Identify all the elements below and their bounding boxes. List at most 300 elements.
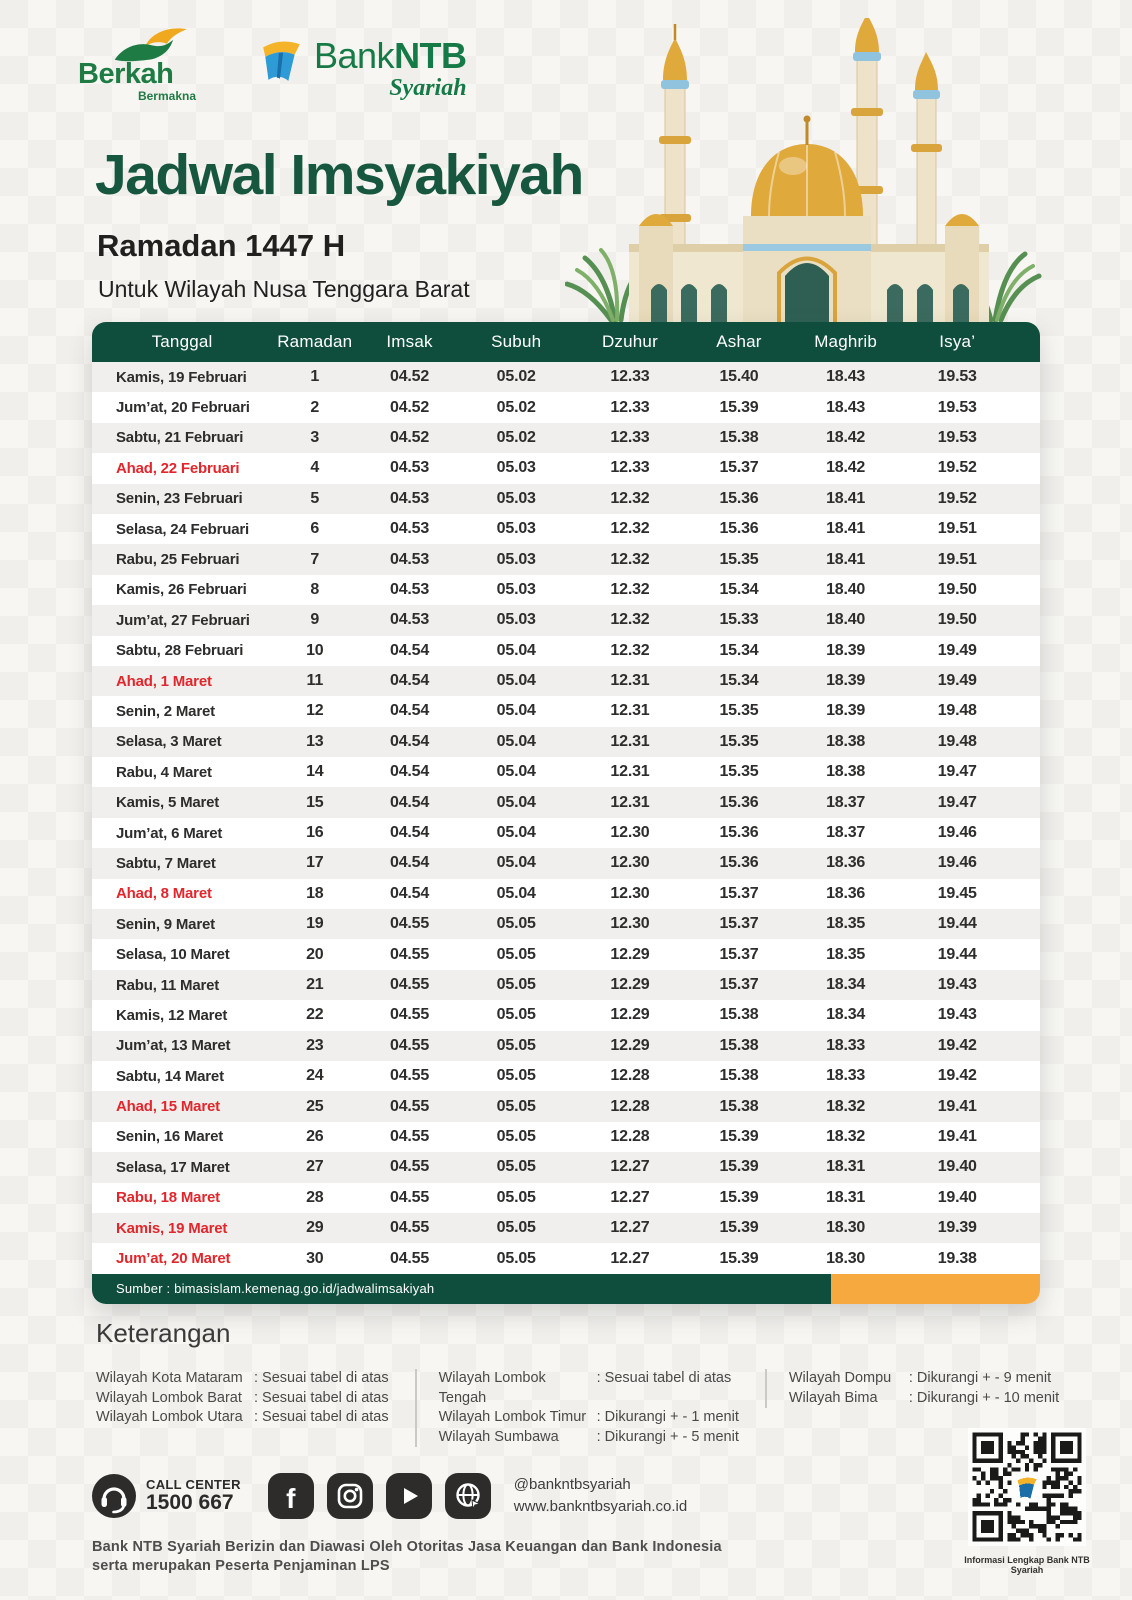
cell-tanggal: Rabu, 4 Maret: [116, 763, 212, 781]
cell-maghrib: 18.39: [826, 672, 866, 690]
cell-isya: 19.53: [937, 428, 977, 446]
cell-ashar: 15.37: [719, 945, 759, 963]
cell-ashar: 15.37: [719, 976, 759, 993]
cell-dzuhur: 12.27: [610, 1249, 650, 1267]
disclaimer-line-2: serta merupakan Peserta Penjaminan LPS: [92, 1558, 390, 1574]
table-row: [92, 1243, 1040, 1273]
cell-ramadan: 29: [306, 1219, 324, 1237]
cell-dzuhur: 12.29: [610, 1036, 650, 1054]
cell-maghrib: 18.30: [826, 1219, 866, 1237]
cell-tanggal: Kamis, 12 Maret: [116, 1006, 228, 1024]
table-row: [92, 392, 1040, 422]
cell-ramadan: 30: [306, 1249, 324, 1267]
cell-isya: 19.48: [937, 702, 977, 720]
cell-tanggal: Jum’at, 6 Maret: [116, 824, 223, 842]
cell-maghrib: 18.43: [826, 368, 866, 386]
table-row: [92, 484, 1040, 514]
table-row: [92, 818, 1040, 848]
cell-ashar: 15.39: [719, 398, 759, 416]
column-header: Ashar: [716, 332, 762, 351]
cell-imsak: 04.55: [390, 1249, 430, 1267]
cell-ashar: 15.39: [719, 1219, 759, 1237]
cell-tanggal: Sabtu, 28 Februari: [116, 642, 244, 660]
cell-dzuhur: 12.33: [610, 368, 650, 386]
table-row: [92, 453, 1040, 483]
table-row: [92, 939, 1040, 969]
cell-isya: 19.49: [937, 672, 977, 690]
keterangan-value: : Dikurangi + - 1 menit: [596, 1409, 739, 1425]
cell-maghrib: 18.34: [826, 976, 866, 993]
cell-subuh: 05.05: [496, 1249, 536, 1267]
youtube-icon: [386, 1473, 432, 1519]
cell-subuh: 05.04: [496, 793, 536, 811]
cell-tanggal: Ahad, 15 Maret: [116, 1098, 220, 1116]
cell-tanggal: Rabu, 11 Maret: [116, 976, 220, 994]
table-row: [92, 423, 1040, 453]
cell-ashar: 15.38: [719, 428, 759, 446]
keterangan-item: [789, 1389, 1059, 1409]
cell-imsak: 04.54: [390, 641, 430, 659]
cell-ramadan: 12: [306, 702, 324, 720]
cell-maghrib: 18.37: [826, 793, 866, 811]
cell-imsak: 04.55: [390, 1006, 430, 1024]
cell-ramadan: 16: [306, 824, 324, 842]
bank-flag-icon: [258, 38, 304, 84]
keterangan-label: Wilayah Lombok Utara: [96, 1409, 243, 1425]
cell-dzuhur: 12.32: [610, 611, 650, 629]
table-row: [92, 514, 1040, 544]
keterangan-item: [96, 1408, 389, 1428]
region-label: Untuk Wilayah Nusa Tenggara Barat: [98, 276, 470, 302]
cell-subuh: 05.05: [496, 945, 536, 963]
table-row: [92, 636, 1040, 666]
cell-dzuhur: 12.33: [610, 398, 650, 416]
cell-subuh: 05.04: [496, 641, 536, 659]
cell-ramadan: 18: [306, 884, 324, 902]
call-center-label: CALL CENTER: [146, 1477, 241, 1493]
cell-maghrib: 18.39: [826, 641, 866, 659]
cell-maghrib: 18.42: [826, 428, 866, 446]
cell-tanggal: Selasa, 3 Maret: [116, 733, 222, 751]
cell-ramadan: 26: [306, 1127, 324, 1145]
cell-ashar: 15.35: [719, 702, 759, 720]
cell-ashar: 15.39: [719, 1188, 759, 1206]
keterangan-label: Wilayah Lombok Tengah: [438, 1370, 546, 1406]
cell-dzuhur: 12.27: [610, 1158, 650, 1176]
cell-isya: 19.42: [937, 1067, 977, 1085]
cell-isya: 19.52: [937, 489, 977, 507]
cell-imsak: 04.52: [390, 398, 430, 416]
cell-imsak: 04.54: [390, 763, 430, 781]
cell-ramadan: 7: [310, 550, 320, 568]
cell-ashar: 15.36: [719, 824, 759, 842]
website-url: www.bankntbsyariah.co.id: [513, 1498, 688, 1515]
cell-isya: 19.45: [937, 884, 977, 902]
keterangan-value: : Sesuai tabel di atas: [254, 1409, 389, 1425]
cell-subuh: 05.04: [496, 884, 536, 902]
cell-imsak: 04.54: [390, 854, 430, 872]
cell-tanggal: Kamis, 19 Februari: [116, 368, 247, 386]
keterangan-label: Wilayah Lombok Barat: [96, 1389, 242, 1406]
cell-subuh: 05.05: [496, 1067, 536, 1085]
cell-tanggal: Selasa, 24 Februari: [116, 520, 249, 538]
cell-imsak: 04.54: [390, 732, 430, 750]
cell-subuh: 05.03: [496, 611, 536, 629]
cell-ramadan: 20: [306, 945, 324, 963]
keterangan-item: [439, 1408, 739, 1428]
cell-tanggal: Rabu, 25 Februari: [116, 551, 240, 569]
cell-isya: 19.41: [937, 1097, 977, 1115]
qr-block: [952, 1428, 1102, 1575]
keterangan-value: : Dikurangi + - 5 menit: [596, 1428, 739, 1445]
cell-tanggal: Jum’at, 20 Februari: [116, 399, 250, 417]
column-header: Ramadan: [277, 332, 353, 351]
cell-maghrib: 18.35: [826, 945, 866, 963]
cell-subuh: 05.03: [496, 550, 536, 568]
call-center: [90, 1472, 241, 1520]
call-center-number: 1500 667: [146, 1490, 234, 1514]
cell-imsak: 04.54: [390, 793, 430, 811]
cell-tanggal: Sabtu, 21 Februari: [116, 429, 244, 447]
cell-ashar: 15.38: [719, 1036, 759, 1054]
social-handle: @bankntbsyariah: [513, 1476, 631, 1494]
cell-dzuhur: 12.33: [610, 428, 650, 446]
cell-ramadan: 22: [306, 1006, 324, 1024]
cell-imsak: 04.52: [390, 428, 430, 446]
headset-icon: [90, 1472, 138, 1520]
cell-ramadan: 8: [310, 580, 320, 598]
cell-imsak: 04.55: [390, 1067, 430, 1085]
keterangan-label: Wilayah Kota Mataram: [96, 1370, 243, 1386]
cell-isya: 19.39: [937, 1219, 977, 1237]
cell-maghrib: 18.36: [826, 854, 866, 872]
cell-isya: 19.40: [937, 1158, 977, 1176]
cell-ramadan: 17: [306, 854, 324, 872]
social-handles: [514, 1474, 687, 1518]
cell-ramadan: 2: [310, 398, 320, 416]
keterangan-item: [789, 1369, 1059, 1389]
table-row: [92, 909, 1040, 939]
cell-maghrib: 18.31: [826, 1188, 866, 1206]
column-header: Isya’: [939, 332, 976, 351]
cell-maghrib: 18.38: [826, 763, 866, 781]
cell-imsak: 04.55: [390, 1188, 430, 1206]
keterangan-title: Keterangan: [96, 1318, 231, 1348]
cell-isya: 19.46: [937, 854, 977, 872]
cell-ramadan: 5: [310, 489, 320, 507]
cell-tanggal: Selasa, 10 Maret: [116, 946, 230, 964]
cell-ashar: 15.33: [719, 611, 759, 629]
cell-ashar: 15.39: [719, 1127, 759, 1145]
cell-ramadan: 15: [306, 793, 324, 811]
cell-isya: 19.48: [937, 732, 977, 750]
column-header: Maghrib: [814, 332, 878, 351]
cell-tanggal: Ahad, 1 Maret: [116, 672, 212, 690]
cell-imsak: 04.54: [390, 672, 430, 690]
cell-dzuhur: 12.32: [610, 550, 650, 568]
cell-isya: 19.47: [937, 793, 977, 811]
keterangan-value: : Sesuai tabel di atas: [254, 1370, 389, 1386]
cell-isya: 19.50: [937, 580, 977, 598]
table-row: [92, 575, 1040, 605]
table-row: [92, 1091, 1040, 1121]
cell-tanggal: Selasa, 17 Maret: [116, 1158, 230, 1176]
cell-isya: 19.38: [937, 1249, 977, 1267]
table-row: [92, 696, 1040, 726]
cell-tanggal: Senin, 9 Maret: [116, 915, 215, 933]
cell-ashar: 15.38: [719, 1006, 759, 1024]
keterangan-value: : Dikurangi + - 10 menit: [908, 1389, 1060, 1406]
cell-subuh: 05.05: [496, 1188, 536, 1206]
keterangan-item: [96, 1369, 389, 1389]
berkah-logo: [78, 26, 196, 103]
mosque-illustration: [565, 18, 1045, 323]
cell-isya: 19.51: [937, 520, 977, 538]
cell-ramadan: 3: [310, 428, 320, 446]
keterangan-value: : Dikurangi + - 9 menit: [908, 1370, 1052, 1386]
cell-ramadan: 11: [306, 672, 324, 690]
cell-imsak: 04.54: [390, 824, 430, 842]
cell-maghrib: 18.35: [826, 915, 866, 933]
cell-ashar: 15.37: [719, 884, 759, 902]
cell-tanggal: Jum’at, 13 Maret: [116, 1037, 231, 1055]
cell-isya: 19.47: [937, 763, 977, 781]
keterangan-group: [765, 1369, 1059, 1408]
cell-ashar: 15.34: [719, 672, 759, 690]
cell-maghrib: 18.38: [826, 732, 866, 750]
cell-tanggal: Jum’at, 20 Maret: [116, 1250, 231, 1268]
cell-isya: 19.53: [937, 398, 977, 416]
cell-imsak: 04.53: [390, 611, 430, 629]
cell-ramadan: 28: [306, 1188, 324, 1206]
cell-ashar: 15.35: [719, 732, 759, 750]
cell-maghrib: 18.37: [826, 824, 866, 842]
cell-subuh: 05.02: [496, 428, 536, 446]
cell-tanggal: Kamis, 19 Maret: [116, 1219, 228, 1237]
cell-imsak: 04.53: [390, 550, 430, 568]
table-row: [92, 1061, 1040, 1091]
cell-subuh: 05.03: [496, 489, 536, 507]
cell-dzuhur: 12.30: [610, 915, 650, 933]
cell-subuh: 05.05: [496, 1006, 536, 1024]
cell-ramadan: 4: [310, 459, 320, 477]
table-header: [92, 322, 1040, 362]
cell-maghrib: 18.36: [826, 884, 866, 902]
cell-maghrib: 18.43: [826, 398, 866, 416]
cell-tanggal: Sabtu, 14 Maret: [116, 1067, 224, 1085]
cell-isya: 19.53: [937, 368, 977, 386]
cell-ashar: 15.40: [719, 368, 759, 386]
cell-ramadan: 25: [306, 1097, 324, 1115]
cell-isya: 19.42: [937, 1036, 977, 1054]
cell-ramadan: 1: [310, 368, 320, 386]
cell-isya: 19.51: [937, 550, 977, 568]
cell-ashar: 15.36: [719, 793, 759, 811]
cell-dzuhur: 12.32: [610, 580, 650, 598]
ntb-word: NTB: [394, 35, 467, 76]
cell-ashar: 15.34: [719, 580, 759, 598]
cell-tanggal: Kamis, 26 Februari: [116, 581, 247, 599]
cell-isya: 19.43: [937, 976, 977, 993]
table-footer: [92, 1274, 1040, 1304]
cell-dzuhur: 12.30: [610, 884, 650, 902]
cell-maghrib: 18.32: [826, 1127, 866, 1145]
cell-ramadan: 14: [306, 763, 324, 781]
keterangan-value: : Sesuai tabel di atas: [596, 1370, 732, 1386]
keterangan-label: Wilayah Lombok Timur: [438, 1409, 587, 1425]
table-row: [92, 757, 1040, 787]
cell-ramadan: 23: [306, 1036, 324, 1054]
cell-subuh: 05.05: [496, 1097, 536, 1115]
cell-subuh: 05.04: [496, 824, 536, 842]
cell-ashar: 15.35: [719, 550, 759, 568]
cell-ashar: 15.36: [719, 520, 759, 538]
cell-subuh: 05.04: [496, 702, 536, 720]
table-row: [92, 1031, 1040, 1061]
berkah-title: Berkah: [78, 58, 174, 90]
cell-dzuhur: 12.27: [610, 1188, 650, 1206]
table-row: [92, 727, 1040, 757]
cell-subuh: 05.05: [496, 1036, 536, 1054]
table-row: [92, 544, 1040, 574]
cell-maghrib: 18.40: [826, 611, 866, 629]
cell-dzuhur: 12.33: [610, 459, 650, 477]
column-header: Tanggal: [151, 332, 213, 351]
keterangan-label: Wilayah Dompu: [788, 1370, 892, 1386]
cell-ashar: 15.37: [719, 915, 759, 933]
cell-subuh: 05.04: [496, 763, 536, 781]
footer-contact-bar: [90, 1472, 687, 1520]
berkah-subtitle: Bermakna: [137, 89, 196, 103]
table-row: [92, 787, 1040, 817]
keterangan-value: : Sesuai tabel di atas: [254, 1389, 389, 1406]
keterangan-group: [96, 1369, 389, 1428]
cell-dzuhur: 12.32: [610, 489, 650, 507]
cell-isya: 19.52: [937, 459, 977, 477]
cell-maghrib: 18.33: [826, 1067, 866, 1085]
disclaimer: [92, 1538, 722, 1576]
cell-isya: 19.44: [937, 915, 977, 933]
cell-ashar: 15.37: [719, 459, 759, 477]
cell-maghrib: 18.42: [826, 459, 866, 477]
page-title: Jadwal Imsyakiyah: [95, 143, 583, 207]
cell-dzuhur: 12.31: [610, 763, 650, 781]
cell-ramadan: 10: [306, 641, 324, 659]
cell-dzuhur: 12.32: [610, 641, 650, 659]
keterangan-section: [96, 1318, 1060, 1447]
cell-maghrib: 18.31: [826, 1158, 866, 1176]
cell-tanggal: Senin, 16 Maret: [116, 1128, 224, 1146]
page-subtitle: Ramadan 1447 H: [97, 228, 346, 263]
cell-maghrib: 18.33: [826, 1036, 866, 1054]
cell-ashar: 15.34: [719, 641, 759, 659]
cell-maghrib: 18.41: [826, 550, 866, 568]
cell-tanggal: Ahad, 8 Maret: [116, 885, 212, 903]
cell-isya: 19.40: [937, 1188, 977, 1206]
cell-ashar: 15.38: [719, 1067, 759, 1085]
cell-subuh: 05.03: [496, 520, 536, 538]
cell-subuh: 05.04: [496, 732, 536, 750]
cell-dzuhur: 12.32: [610, 520, 650, 538]
cell-ramadan: 6: [310, 520, 320, 538]
cell-maghrib: 18.40: [826, 580, 866, 598]
schedule-table: [92, 322, 1040, 1304]
cell-tanggal: Jum’at, 27 Februari: [116, 611, 250, 629]
qr-code: [968, 1428, 1086, 1546]
cell-tanggal: Senin, 23 Februari: [116, 490, 243, 508]
cell-imsak: 04.55: [390, 1219, 430, 1237]
cell-ashar: 15.35: [719, 763, 759, 781]
cell-maghrib: 18.34: [826, 1006, 866, 1024]
cell-dzuhur: 12.28: [610, 1067, 650, 1085]
cell-maghrib: 18.41: [826, 520, 866, 538]
cell-ashar: 15.36: [719, 854, 759, 872]
cell-imsak: 04.55: [390, 915, 430, 933]
bank-wordmark: [314, 35, 467, 101]
cell-subuh: 05.03: [496, 580, 536, 598]
cell-dzuhur: 12.31: [610, 702, 650, 720]
logo-bar: [78, 26, 467, 103]
cell-tanggal: Ahad, 22 Februari: [116, 459, 240, 477]
cell-imsak: 04.54: [390, 884, 430, 902]
cell-ashar: 15.38: [719, 1097, 759, 1115]
table-row: [92, 879, 1040, 909]
cell-maghrib: 18.39: [826, 702, 866, 720]
globe-icon: [445, 1473, 491, 1519]
cell-ashar: 15.39: [719, 1249, 759, 1267]
cell-imsak: 04.55: [390, 1127, 430, 1145]
cell-subuh: 05.02: [496, 368, 536, 386]
cell-ramadan: 19: [306, 915, 324, 933]
cell-subuh: 05.04: [496, 854, 536, 872]
cell-ramadan: 27: [306, 1158, 324, 1176]
cell-dzuhur: 12.31: [610, 793, 650, 811]
bank-ntb-logo: [258, 35, 467, 103]
table-row: [92, 848, 1040, 878]
cell-ramadan: 21: [306, 976, 324, 993]
cell-maghrib: 18.41: [826, 489, 866, 507]
table-row: [92, 605, 1040, 635]
cell-dzuhur: 12.31: [610, 732, 650, 750]
cell-tanggal: Kamis, 5 Maret: [116, 794, 220, 812]
table-row: [92, 1183, 1040, 1213]
cell-imsak: 04.54: [390, 702, 430, 720]
cell-imsak: 04.55: [390, 945, 430, 963]
cell-imsak: 04.55: [390, 1097, 430, 1115]
cell-dzuhur: 12.28: [610, 1097, 650, 1115]
cell-dzuhur: 12.28: [610, 1127, 650, 1145]
cell-maghrib: 18.30: [826, 1249, 866, 1267]
cell-isya: 19.44: [937, 945, 977, 963]
column-header: Subuh: [491, 332, 542, 351]
source-note: Sumber : bimasislam.kemenag.go.id/jadwalimsakiyah: [92, 1274, 831, 1304]
cell-tanggal: Sabtu, 7 Maret: [116, 854, 216, 872]
cell-subuh: 05.05: [496, 1127, 536, 1145]
cell-imsak: 04.55: [390, 976, 430, 993]
cell-isya: 19.49: [937, 641, 977, 659]
keterangan-item: [439, 1369, 739, 1408]
bank-word: Bank: [314, 35, 395, 76]
table-row: [92, 1000, 1040, 1030]
column-header: Imsak: [386, 332, 433, 351]
cell-isya: 19.46: [937, 824, 977, 842]
cell-ashar: 15.36: [719, 489, 759, 507]
cell-subuh: 05.05: [496, 976, 536, 993]
cell-dzuhur: 12.30: [610, 824, 650, 842]
cell-dzuhur: 12.30: [610, 854, 650, 872]
cell-ashar: 15.39: [719, 1158, 759, 1176]
facebook-icon: f: [268, 1473, 314, 1519]
